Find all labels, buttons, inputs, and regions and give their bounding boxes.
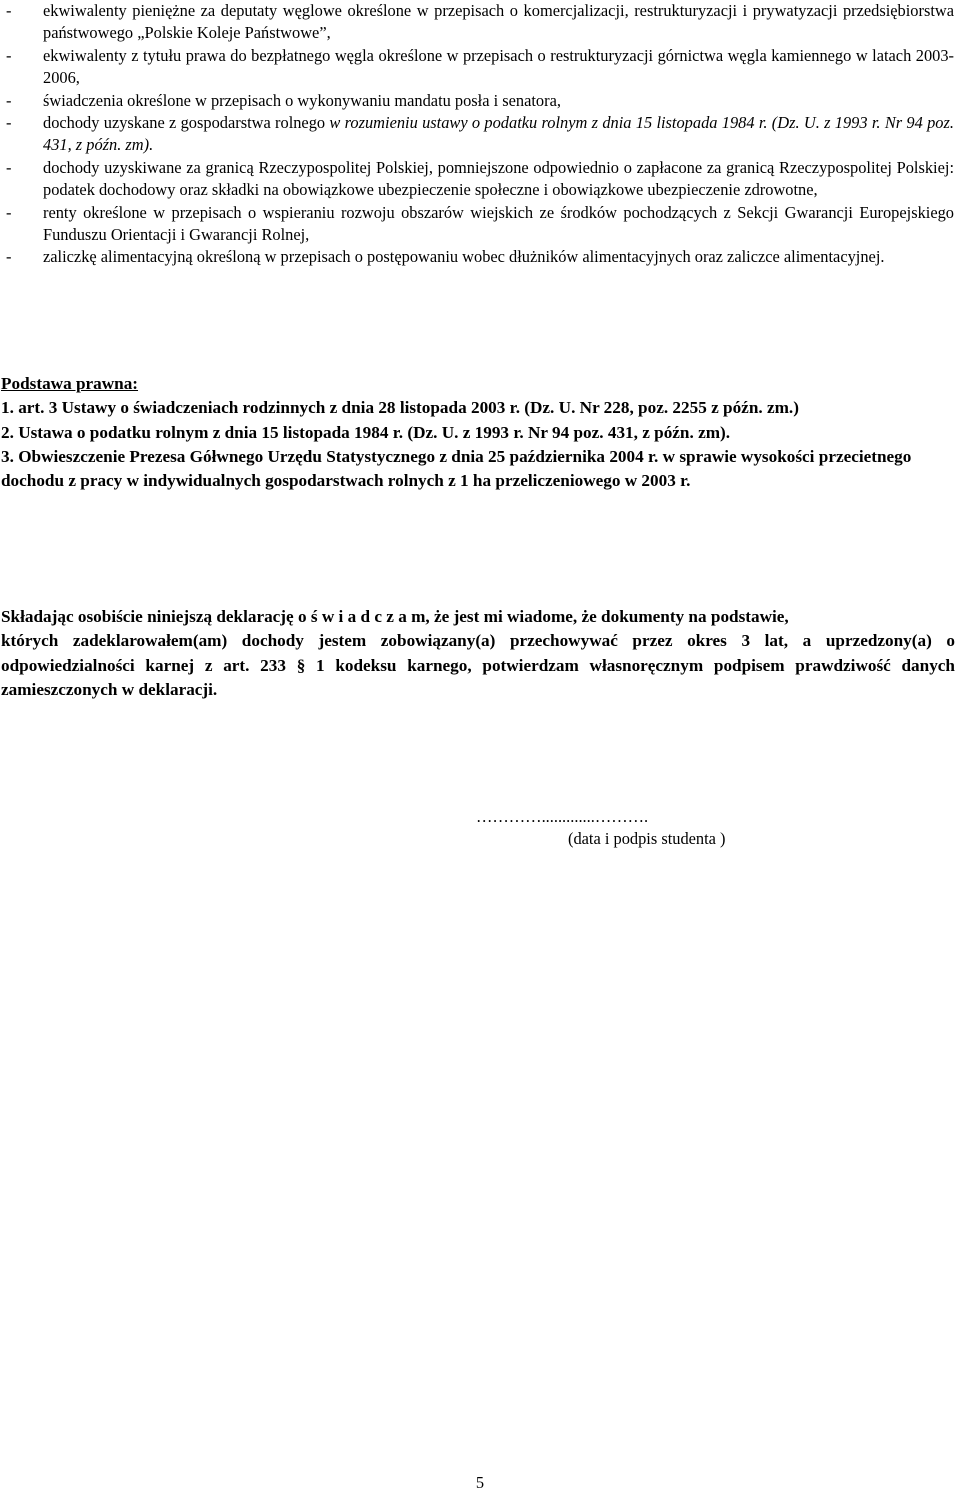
signature-line: ………….............……….	[476, 807, 649, 826]
list-item-text: ekwiwalenty z tytułu prawa do bezpłatnego węgla określone w przepisach o restrukturyzacji górnictwa węgla kamiennego w latach 2003-2006,	[43, 45, 954, 88]
list-item	[6, 45, 954, 90]
legal-source: 2. Ustawa o podatku rolnym z dnia 15 listopada 1984 r. (Dz. U. z 1993 r. Nr 94 poz. 431, z późn. zm).	[1, 422, 731, 442]
list-item-text: dochody uzyskiwane za granicą Rzeczypospolitej Polskiej, pomniejszone odpowiednio o zapłacone za granicą Rzeczypospolitej Polskiej: podatek dochodowy oraz składki na obowiązkowe ubezpieczenie społeczne i obowiązkowe ubezpieczenie zdrowotne,	[43, 157, 954, 200]
bullet-dash: -	[6, 1, 12, 20]
bullet-dash: -	[6, 157, 12, 177]
bullet-dash: -	[6, 247, 12, 267]
list-item-citation: w rozumieniu ustawy o podatku rolnym z dnia 15 listopada 1984 r. (Dz. U. z 1993 r. Nr 94 poz. 431, z późn. zm).	[43, 113, 954, 155]
list-item-text: ekwiwalenty pieniężne za deputaty węglowe określone w przepisach o komercjalizacji, restrukturyzacji i prywatyzacji przedsiębiorstwa państwowego „Polskie Koleje Państwowe”,	[43, 1, 954, 43]
list-item	[6, 0, 954, 45]
declaration-line: Składając osobiście niniejszą deklarację o ś w i a d c z a m, że jest mi wiadome, że dokumenty na podstawie,	[1, 607, 789, 626]
list-item-text: świadczenia określone w przepisach o wykonywaniu mandatu posła i senatora,	[43, 90, 561, 110]
legal-basis-section	[1, 372, 955, 493]
page-number: 5	[475, 1473, 485, 1492]
signature-caption: (data i podpis studenta )	[568, 829, 726, 848]
list-item	[6, 112, 954, 157]
bullet-dash: -	[6, 202, 12, 222]
signature-block	[474, 806, 854, 850]
list-item-text: dochody uzyskane z gospodarstwa rolnego	[43, 113, 330, 133]
list-item-text: renty określone w przepisach o wspieraniu rozwoju obszarów wiejskich ze środków pochodzących z Sekcji Gwarancji Europejskiego Funduszu Orientacji i Gwarancji Rolnej,	[43, 202, 954, 245]
bullet-dash: -	[6, 45, 12, 65]
list-item	[6, 202, 954, 247]
bullet-dash: -	[6, 90, 12, 110]
list-item	[6, 157, 954, 202]
list-item-text: zaliczkę alimentacyjną określoną w przepisach o postępowaniu wobec dłużników alimentacyjnych oraz zaliczce alimentacyjnej.	[43, 247, 885, 267]
legal-basis-heading: Podstawa prawna:	[1, 374, 139, 393]
list-item	[6, 246, 954, 268]
bullet-dash: -	[6, 113, 12, 133]
legal-source: 3. Obwieszczenie Prezesa Gółwnego Urzędu Statystycznego z dnia 25 października 2004 r. w sprawie wysokości przecietnego dochodu z pracy w indywidualnych gospodarstwach rolnych z 1 ha przeliczeniowego w 2003 r.	[1, 446, 912, 491]
declaration-section	[1, 605, 955, 702]
declaration-line: których zadeklarowałem(am) dochody jestem zobowiązany(a) przechowywać przez okres 3 lat, a uprzedzony(a) o odpowiedzialności karnej z art. 233 § 1 kodeksu karnego, potwierdzam własnoręcznym podpisem prawdziwość danych zamieszczonych w deklaracji.	[1, 631, 955, 699]
legal-source: 1. art. 3 Ustawy o świadczeniach rodzinnych z dnia 28 listopada 2003 r. (Dz. U. Nr 228, poz. 2255 z późn. zm.)	[1, 398, 799, 418]
list-item	[6, 90, 954, 112]
benefits-list	[6, 0, 954, 269]
